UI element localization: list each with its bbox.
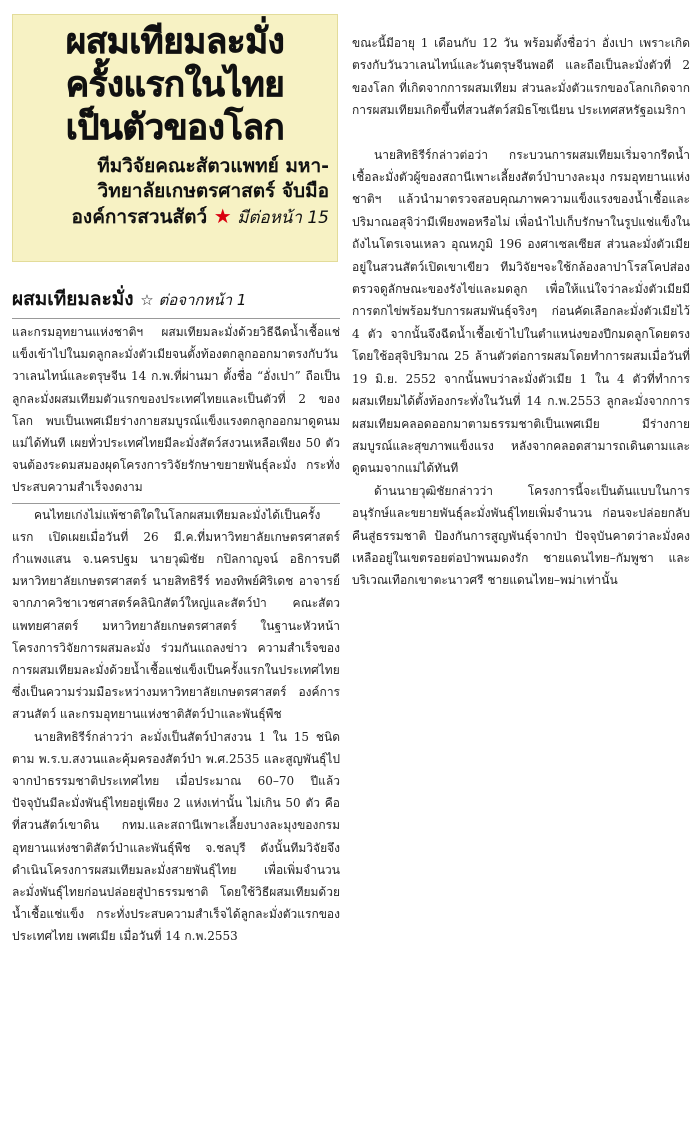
right-column	[352, 0, 690, 592]
headline-line-2: ครั้งแรกในไทย	[65, 65, 285, 105]
continued-from-label: ต่อจากหน้า 1	[158, 291, 247, 309]
headline-line-1: ผสมเทียมละมั่ง	[65, 22, 285, 62]
headline-box	[12, 14, 338, 262]
left-column	[12, 0, 340, 948]
subheadline-line-1: ทีมวิจัยคณะสัตวแพทย์ มหา-	[97, 155, 329, 177]
continued-from	[140, 291, 246, 309]
red-star-icon: ★	[213, 204, 232, 228]
section-divider	[12, 318, 340, 319]
subheadline	[21, 154, 329, 231]
subheadline-line-3-text: องค์การสวนสัตว์	[71, 206, 208, 228]
right-paragraph-3: ด้านนายวุฒิชัยกล่าวว่า โครงการนี้จะเป็นต้นแบบในการอนุรักษ์และขยายพันธุ์ละมั่งพันธุ์ไทยเพิ่มจำนวน ก่อนจะปล่อยกลับคืนสู่ธรรมชาติ ป้องกันการสูญพันธุ์จากป่า ปัจจุบันคาดว่าละมั่งคงเหลืออยู่ในเขตรอยต่อป่าพนมดงรัก ชายแดนไทย–กัมพูชา และบริเวณเทือกเขาตะนาวศรี ชายแดนไทย–พม่าเท่านั้น	[352, 483, 690, 588]
continued-note	[213, 204, 329, 228]
section-title-text: ผสมเทียมละมั่ง	[12, 288, 134, 310]
subheadline-line-2: วิทยาลัยเกษตรศาสตร์ จับมือ	[97, 180, 329, 202]
left-paragraph-2: คนไทยเก่งไม่แพ้ชาติใดในโลกผสมเทียมละมั่งได้เป็นครั้งแรก เปิดเผยเมื่อวันที่ 26 มี.ค.ที่มหาวิทยาลัยเกษตรศาสตร์ กำแพงแสน จ.นครปฐม นายวุฒิชัย กปิลกาญจน์ อธิการบดีมหาวิทยาลัยเกษตรศาสตร์ นายสิทธิรีร์ ทองทิพย์ศิริเดช อาจารย์จากภาควิชาเวชศาสตร์คลินิกสัตว์ใหญ่และสัตว์ป่า คณะสัตวแพทยศาสตร์ มหาวิทยาลัยเกษตรศาสตร์ ในฐานะหัวหน้าโครงการวิจัยการผสมละมั่ง ร่วมกันแถลงข่าว ความสำเร็จของการผสมเทียมละมั่งด้วยน้ำเชื้อแช่แข็งเป็นครั้งแรกในประเทศไทย ซึ่งเป็นความร่วมมือระหว่างมหาวิทยาลัยเกษตรศาสตร์ องค์การสวนสัตว์ และกรมอุทยานแห่งชาติสัตว์ป่าและพันธุ์พืช	[12, 507, 340, 722]
continued-page-label: มีต่อหน้า 15	[237, 208, 329, 228]
right-paragraph-2: นายสิทธิรีร์กล่าวต่อว่า กระบวนการผสมเทียมเริ่มจากรีดน้ำเชื้อละมั่งตัวผู้ของสถานีเพาะเลี้ยงสัตว์ป่าบางละมุง กรมอุทยานแห่งชาติฯ แล้วนำมาตรวจสอบคุณภาพความแข็งแรงของน้ำเชื้อและปริมาณอสุจิว่ามีเพียงพอหรือไม่ เพื่อนำไปเก็บรักษาในรูปแช่แข็งในถังไนโตรเจนเหลว อุณหภูมิ 196 องศาเซลเซียส ส่วนละมั่งตัวเมียอยู่ในสวนสัตว์เปิดเขาเขียว ทีมวิจัยฯจะใช้กล้องลาปาโรสโคปส่องตรวจดูลักษณะของรังไข่และมดลูก เพื่อให้แน่ใจว่าละมั่งตัวเมียมีการตกไข่พร้อมรับการผสมพันธุ์จริงๆ ก่อนคัดเลือกละมั่งตัวเมียไว้ 4 ตัว จากนั้นจึงฉีดน้ำเชื้อเข้าไปในตำแหน่งของปีกมดลูกโดยตรง โดยใช้อสุจิปริมาณ 25 ล้านตัวต่อการผสมโดยทำการผสมเมื่อวันที่ 19 มิ.ย. 2552 จากนั้นพบว่าละมั่งตัวเมีย 1 ใน 4 ตัวที่ทำการผสมเทียมได้ตั้งท้องกระทั่งในวันที่ 14 ก.พ.2553 ลูกละมั่งจากการผสมเทียมคลอดออกมาตามธรรมชาติเป็นเพศเมีย มีร่างกายสมบูรณ์และสุขภาพแข็งแรง หลังจากคลอดสามารถเดินตามและดูดนมจากแม่ได้ทันที	[352, 147, 690, 476]
subheadline-line-3	[21, 204, 329, 231]
headline-line-3: เป็นตัวของโลก	[65, 108, 285, 148]
section-title	[12, 284, 340, 314]
left-paragraph-3: นายสิทธิรีร์กล่าวว่า ละมั่งเป็นสัตว์ป่าสงวน 1 ใน 15 ชนิดตาม พ.ร.บ.สงวนและคุ้มครองสัตว์ป่า พ.ศ.2535 และสูญพันธุ์ไปจากป่าธรรมชาติประเทศไทย เมื่อประมาณ 60–70 ปีแล้ว ปัจจุบันมีละมั่งพันธุ์ไทยอยู่เพียง 2 แห่งเท่านั้น ไม่เกิน 50 ตัว คือที่สวนสัตว์เขาดิน กทม.และสถานีเพาะเลี้ยงบางละมุงของกรมอุทยานแห่งชาติสัตว์ป่าและพันธุ์พืช จ.ชลบุรี ดังนั้นทีมวิจัยจึงดำเนินโครงการผสมเทียมละมั่งสายพันธุ์ไทย เพื่อเพิ่มจำนวนละมั่งพันธุ์ไทยก่อนปล่อยสู่ป่าธรรมชาติ โดยใช้วิธีผสมเทียมด้วยน้ำเชื้อแช่แข็ง กระทั่งประสบความสำเร็จได้ลูกละมั่งตัวแรกของประเทศไทย เพศเมีย เมื่อวันที่ 14 ก.พ.2553	[12, 729, 340, 944]
left-paragraph-1: และกรมอุทยานแห่งชาติฯ ผสมเทียมละมั่งด้วยวิธีฉีดน้ำเชื้อแช่แข็งเข้าไปในมดลูกละมั่งตัวเมียจนตั้งท้องตกลูกออกมาตรงกับวันวาเลนไทน์และตรุษจีน 14 ก.พ.ที่ผ่านมา ตั้งชื่อ “อั่งเปา” ถือเป็นลูกละมั่งผสมเทียมตัวแรกของประเทศไทยและเป็นตัวที่ 2 ของโลก พบเป็นเพศเมียร่างกายสมบูรณ์แข็งแรงตกลูกออกมาดูดนมแม่ได้ทันที เผยทั่วประเทศไทยมีละมั่งสัตว์สงวนเหลือเพียง 50 ตัว จนต้องระดมสมองผุดโครงการวิจัยรักษาขยายพันธุ์ละมั่ง กระทั่งประสบความสำเร็จงดงาม	[12, 325, 340, 495]
outline-star-icon: ☆	[140, 291, 154, 309]
right-paragraph-1: ขณะนี้มีอายุ 1 เดือนกับ 12 วัน พร้อมตั้งชื่อว่า อั่งเปา เพราะเกิดตรงกับวันวาเลนไทน์และวันตรุษจีนพอดี และถือเป็นละมั่งตัวที่ 2 ของโลก ที่เกิดจากการผสมเทียม ส่วนละมั่งตัวแรกของโลกเกิดจากการผสมเทียมเกิดขึ้นที่สวนสัตว์สมิธโซเนียน ประเทศสหรัฐอเมริกา	[352, 36, 690, 118]
